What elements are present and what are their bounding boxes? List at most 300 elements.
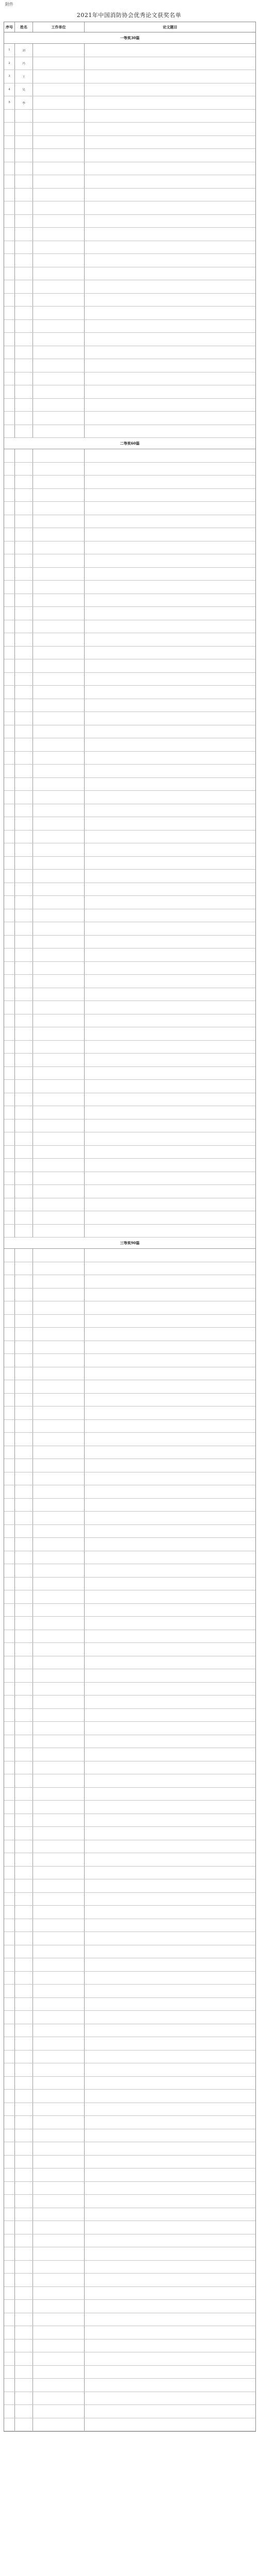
- row-number: 4: [4, 83, 15, 96]
- table-row: [4, 1459, 255, 1472]
- row-unit: [33, 201, 85, 214]
- row-title: [85, 1853, 255, 1866]
- row-title: [85, 1840, 255, 1853]
- row-unit: [33, 2116, 85, 2129]
- row-unit: [33, 162, 85, 175]
- row-unit: [33, 149, 85, 162]
- table-row: [4, 1120, 255, 1133]
- row-number: [4, 1027, 15, 1040]
- row-unit: [33, 725, 85, 738]
- row-title: [85, 2247, 255, 2260]
- row-name: [15, 541, 33, 554]
- row-title: [85, 2300, 255, 2313]
- row-number: [4, 2313, 15, 2326]
- col-header-name: 姓名: [15, 22, 33, 32]
- row-number: [4, 870, 15, 883]
- row-unit: [33, 2274, 85, 2286]
- row-name: [15, 228, 33, 241]
- row-name: [15, 1106, 33, 1119]
- row-name: [15, 1643, 33, 1656]
- table-row: [4, 1564, 255, 1578]
- row-unit: [33, 1512, 85, 1524]
- row-name: [15, 1499, 33, 1512]
- table-row: [4, 149, 255, 162]
- row-name: [15, 2129, 33, 2142]
- row-title: [85, 359, 255, 372]
- table-row: [4, 528, 255, 541]
- row-unit: [33, 2129, 85, 2142]
- row-number: [4, 476, 15, 488]
- row-number: [4, 1328, 15, 1341]
- row-number: [4, 463, 15, 476]
- row-title: [85, 607, 255, 620]
- table-row: [4, 2234, 255, 2248]
- table-row: [4, 1709, 255, 1722]
- row-unit: [33, 2261, 85, 2274]
- row-name: [15, 1748, 33, 1761]
- row-name: [15, 1788, 33, 1801]
- row-title: [85, 1985, 255, 1997]
- row-unit: [33, 2418, 85, 2431]
- row-unit: [33, 320, 85, 333]
- table-row: [4, 1406, 255, 1420]
- row-unit: [33, 1249, 85, 1262]
- row-title: [85, 2287, 255, 2300]
- document-title: 2021年中国消防协会优秀论文获奖名单: [76, 12, 182, 19]
- row-unit: [33, 2300, 85, 2313]
- row-unit: [33, 70, 85, 83]
- row-name: [15, 2090, 33, 2103]
- table-row: [4, 1919, 255, 1933]
- row-unit: [33, 1159, 85, 1172]
- row-unit: [33, 1394, 85, 1406]
- row-name: [15, 528, 33, 541]
- table-row: [4, 1367, 255, 1381]
- row-unit: [33, 1315, 85, 1328]
- row-number: [4, 2103, 15, 2116]
- row-title: [85, 254, 255, 267]
- row-name: [15, 2326, 33, 2339]
- row-name: [15, 1067, 33, 1080]
- row-unit: [33, 2050, 85, 2063]
- row-title: [85, 215, 255, 228]
- row-unit: [33, 870, 85, 883]
- row-unit: [33, 2340, 85, 2352]
- row-name: [15, 1341, 33, 1354]
- row-number: [4, 2063, 15, 2076]
- row-unit: [33, 1604, 85, 1617]
- row-name: [15, 870, 33, 883]
- row-name: [15, 831, 33, 843]
- row-title: [85, 2037, 255, 2050]
- row-name: [15, 385, 33, 398]
- table-row: [4, 2221, 255, 2234]
- table-row: [4, 647, 255, 660]
- row-name: [15, 2274, 33, 2286]
- row-number: [4, 1367, 15, 1380]
- row-name: [15, 1617, 33, 1630]
- table-row: [4, 489, 255, 502]
- row-unit: [33, 2195, 85, 2208]
- row-unit: [33, 1709, 85, 1722]
- row-number: [4, 175, 15, 188]
- row-name: [15, 673, 33, 686]
- table-row: [4, 1289, 255, 1302]
- row-unit: [33, 515, 85, 528]
- row-name: [15, 752, 33, 765]
- row-title: [85, 2221, 255, 2234]
- row-unit: [33, 1225, 85, 1238]
- row-title: [85, 1459, 255, 1472]
- row-name: [15, 1683, 33, 1696]
- row-unit: [33, 568, 85, 581]
- row-number: [4, 1814, 15, 1827]
- row-number: [4, 1761, 15, 1774]
- row-number: [4, 1564, 15, 1577]
- row-name: [15, 254, 33, 267]
- row-number: [4, 2037, 15, 2050]
- row-name: [15, 320, 33, 333]
- row-name: [15, 189, 33, 201]
- row-name: [15, 922, 33, 935]
- row-number: [4, 162, 15, 175]
- row-name: [15, 2050, 33, 2063]
- row-name: [15, 2300, 33, 2313]
- row-unit: [33, 399, 85, 412]
- row-number: [4, 1617, 15, 1630]
- row-title: [85, 1945, 255, 1958]
- row-number: [4, 228, 15, 241]
- row-number: [4, 2208, 15, 2221]
- row-number: [4, 804, 15, 817]
- table-row: [4, 96, 255, 110]
- table-row: [4, 1669, 255, 1683]
- row-title: [85, 280, 255, 293]
- row-title: [85, 1472, 255, 1485]
- row-unit: [33, 1853, 85, 1866]
- row-unit: [33, 1906, 85, 1919]
- row-number: [4, 1735, 15, 1748]
- row-unit: [33, 1262, 85, 1275]
- row-number: [4, 372, 15, 385]
- col-header-title: 论文题目: [163, 24, 178, 29]
- row-title: [85, 1275, 255, 1288]
- row-title: [85, 123, 255, 135]
- row-unit: [33, 1761, 85, 1774]
- table-row: [4, 1656, 255, 1670]
- row-unit: [33, 2024, 85, 2037]
- row-number: [4, 1275, 15, 1288]
- row-name: [15, 515, 33, 528]
- row-title: [85, 228, 255, 241]
- row-number: [4, 725, 15, 738]
- row-number: [4, 489, 15, 502]
- table-row: [4, 712, 255, 725]
- row-number: [4, 294, 15, 307]
- row-name: [15, 936, 33, 948]
- row-number: [4, 449, 15, 462]
- table-row: [4, 988, 255, 1002]
- table-row: [4, 1827, 255, 1840]
- row-title: [85, 1761, 255, 1774]
- row-name: [15, 712, 33, 725]
- row-number: [4, 2234, 15, 2247]
- row-unit: [33, 804, 85, 817]
- row-name: [15, 817, 33, 830]
- row-unit: [33, 2366, 85, 2379]
- row-unit: [33, 449, 85, 462]
- row-name: [15, 1198, 33, 1211]
- table-row: [4, 2103, 255, 2116]
- row-unit: [33, 778, 85, 791]
- table-row: [4, 1774, 255, 1788]
- table-row: [4, 1840, 255, 1854]
- table-row: [4, 2405, 255, 2418]
- row-name: [15, 699, 33, 712]
- row-title: [85, 502, 255, 515]
- table-row: [4, 1159, 255, 1172]
- row-name: [15, 1696, 33, 1708]
- row-name: [15, 1485, 33, 1498]
- row-number: [4, 385, 15, 398]
- row-unit: [33, 2221, 85, 2234]
- table-row: [4, 909, 255, 923]
- row-unit: [33, 372, 85, 385]
- row-number: [4, 1120, 15, 1132]
- row-number: [4, 1341, 15, 1354]
- row-unit: [33, 2405, 85, 2418]
- row-unit: [33, 1459, 85, 1472]
- row-unit: [33, 1696, 85, 1708]
- table-row: [4, 2077, 255, 2090]
- row-unit: [33, 831, 85, 843]
- row-name: [15, 883, 33, 896]
- row-name: [15, 1827, 33, 1840]
- row-unit: [33, 2326, 85, 2339]
- row-title: [85, 1262, 255, 1275]
- row-title: [85, 2077, 255, 2090]
- row-unit: [33, 1867, 85, 1879]
- table-row: [4, 1198, 255, 1212]
- row-unit: [33, 1840, 85, 1853]
- row-name: 冯: [15, 57, 33, 70]
- row-name: [15, 2103, 33, 2116]
- table-row: [4, 2063, 255, 2077]
- row-number: [4, 594, 15, 607]
- row-title: [85, 267, 255, 280]
- table-row: [4, 896, 255, 909]
- row-title: [85, 712, 255, 725]
- row-title: [85, 2182, 255, 2195]
- row-unit: [33, 686, 85, 699]
- table-row: [4, 57, 255, 71]
- table-row: [4, 738, 255, 752]
- row-number: [4, 1551, 15, 1564]
- row-number: [4, 1827, 15, 1840]
- row-title: [85, 831, 255, 843]
- row-unit: [33, 1014, 85, 1027]
- row-name: [15, 110, 33, 123]
- row-unit: [33, 1198, 85, 1211]
- row-name: [15, 1041, 33, 1054]
- row-unit: [33, 83, 85, 96]
- table-row: [4, 372, 255, 386]
- row-unit: [33, 1367, 85, 1380]
- section-heading: 三等奖90篇: [4, 1238, 255, 1249]
- row-title: [85, 2063, 255, 2076]
- table-row: [4, 1211, 255, 1225]
- row-number: [4, 1656, 15, 1669]
- row-title: [85, 2261, 255, 2274]
- row-number: [4, 425, 15, 438]
- row-number: [4, 1906, 15, 1919]
- row-title: [85, 1617, 255, 1630]
- row-number: [4, 1643, 15, 1656]
- row-title: [85, 738, 255, 751]
- row-title: [85, 515, 255, 528]
- row-name: [15, 294, 33, 307]
- table-row: [4, 804, 255, 818]
- row-number: [4, 581, 15, 594]
- table-row: [4, 70, 255, 83]
- table-row: [4, 2195, 255, 2208]
- row-title: [85, 1120, 255, 1132]
- table-row: [4, 1590, 255, 1604]
- table-row: [4, 1041, 255, 1054]
- row-unit: [33, 922, 85, 935]
- table-row: [4, 2156, 255, 2169]
- table-row: [4, 1683, 255, 1696]
- table-row: [4, 765, 255, 778]
- row-unit: [33, 1041, 85, 1054]
- table-row: [4, 752, 255, 765]
- row-name: [15, 1551, 33, 1564]
- table-row: [4, 962, 255, 975]
- row-name: [15, 962, 33, 975]
- table-row: [4, 44, 255, 57]
- row-unit: [33, 1538, 85, 1551]
- table-row: [4, 412, 255, 425]
- table-row: [4, 594, 255, 607]
- row-unit: [33, 581, 85, 594]
- row-name: [15, 633, 33, 646]
- table-row: [4, 1893, 255, 1906]
- row-unit: [33, 607, 85, 620]
- section-heading: 二等奖60篇: [4, 438, 255, 449]
- row-name: [15, 372, 33, 385]
- row-name: [15, 2340, 33, 2352]
- row-unit: [33, 2142, 85, 2155]
- row-number: [4, 1998, 15, 2011]
- table-row: [4, 1328, 255, 1341]
- row-unit: [33, 1788, 85, 1801]
- row-unit: [33, 385, 85, 398]
- row-number: [4, 2050, 15, 2063]
- row-number: [4, 333, 15, 346]
- row-title: [85, 1932, 255, 1945]
- row-title: [85, 568, 255, 581]
- row-name: [15, 1472, 33, 1485]
- row-unit: [33, 2037, 85, 2050]
- row-title: [85, 333, 255, 346]
- row-unit: [33, 2208, 85, 2221]
- table-row: [4, 215, 255, 228]
- table-row: [4, 1225, 255, 1238]
- row-name: 李: [15, 96, 33, 109]
- row-unit: [33, 96, 85, 109]
- row-number: [4, 1054, 15, 1066]
- row-number: [4, 1315, 15, 1328]
- row-name: [15, 2037, 33, 2050]
- row-number: [4, 922, 15, 935]
- table-row: [4, 2090, 255, 2103]
- table-row: [4, 2379, 255, 2392]
- row-title: [85, 1538, 255, 1551]
- row-name: [15, 765, 33, 777]
- row-number: [4, 1919, 15, 1932]
- row-title: [85, 554, 255, 567]
- row-unit: [33, 1958, 85, 1971]
- row-name: [15, 1932, 33, 1945]
- row-title: [85, 2352, 255, 2365]
- row-name: [15, 1315, 33, 1328]
- row-number: [4, 280, 15, 293]
- row-number: [4, 2379, 15, 2392]
- row-name: [15, 1906, 33, 1919]
- row-unit: [33, 554, 85, 567]
- row-name: [15, 1590, 33, 1603]
- row-title: [85, 1225, 255, 1238]
- row-title: [85, 96, 255, 109]
- row-number: [4, 1249, 15, 1262]
- row-name: [15, 1669, 33, 1682]
- row-title: [85, 1735, 255, 1748]
- row-title: [85, 1301, 255, 1314]
- row-name: [15, 2156, 33, 2168]
- table-row: [4, 1604, 255, 1617]
- row-title: [85, 2195, 255, 2208]
- table-row: [4, 1262, 255, 1276]
- row-name: [15, 1354, 33, 1367]
- row-number: [4, 2221, 15, 2234]
- row-name: [15, 607, 33, 620]
- row-number: [4, 1748, 15, 1761]
- row-number: [4, 936, 15, 948]
- row-number: [4, 2024, 15, 2037]
- row-unit: [33, 228, 85, 241]
- row-unit: [33, 1301, 85, 1314]
- row-title: [85, 2116, 255, 2129]
- row-number: [4, 988, 15, 1001]
- row-title: [85, 83, 255, 96]
- row-unit: [33, 1985, 85, 1997]
- row-unit: [33, 425, 85, 438]
- row-title: [85, 948, 255, 961]
- row-name: [15, 2168, 33, 2181]
- row-number: [4, 267, 15, 280]
- row-unit: [33, 765, 85, 777]
- row-title: [85, 778, 255, 791]
- row-name: [15, 280, 33, 293]
- row-number: [4, 1394, 15, 1406]
- row-unit: [33, 57, 85, 70]
- row-title: [85, 922, 255, 935]
- row-number: [4, 1080, 15, 1093]
- table-row: [4, 1643, 255, 1656]
- row-title: [85, 241, 255, 254]
- row-name: [15, 975, 33, 988]
- row-number: [4, 568, 15, 581]
